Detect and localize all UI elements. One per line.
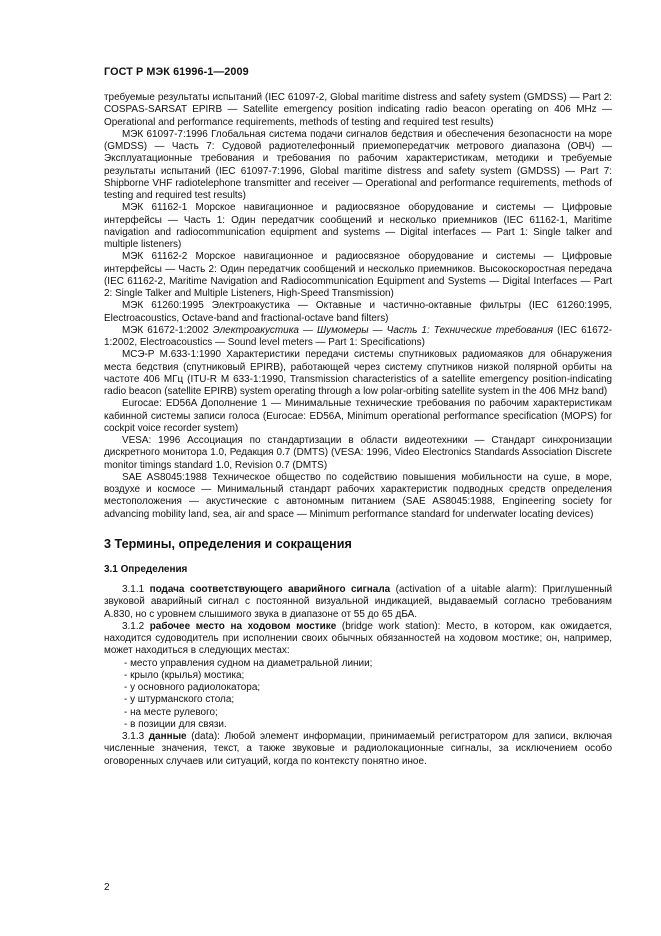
definition-paragraph (104, 731, 612, 768)
reference-paragraph: Eurocae: ED56A Дополнение 1 — Минимальные технические требования по рабочим характеристикам кабинной системы записи голоса (Eurocae: ED56A, Minimum operational performance specification (MOPS) for cockpit voice recorder system) (104, 398, 612, 434)
page-header: ГОСТ Р МЭК 61996-1—2009 (104, 66, 249, 78)
definition-term: подача соответствующего аварийного сигнала (149, 584, 391, 595)
subsection-title: 3.1 Определения (104, 563, 188, 575)
definition-number: 3.1.3 (122, 731, 149, 742)
reference-title-italic: Электроакустика — Шумомеры — Часть 1: Технические требования (212, 324, 554, 336)
definition-term: рабочее место на ходовом мостике (149, 620, 337, 632)
definition-number: 3.1.1 (122, 584, 150, 595)
reference-paragraph: МЭК 61260:1995 Электроакустика — Октавные и частично-октавные фильтры (IEC 61260:1995, Electroacoustics, Octave-band and fractional-octave band filters) (104, 300, 612, 324)
reference-paragraph: МЭК 61162-2 Морское навигационное и радиосвязное оборудование и системы — Цифровые интерфейсы — Часть 2: Один передатчик сообщений и несколько приемников. Высокоскоростная передача (IEC 61162-2, Maritime Navigation and Radiocommunication Equipment and Systems — Digital Interfaces — Part 2: Single Talker and Multiple Listeners, High-Speed Transmission) (104, 251, 612, 299)
definition-text: (data): Любой элемент информации, принимаемый регистратором для записи, включая численные значения, текст, а также звуковые и радиолокационные сигналы, за исключением особо оговоренных случаев или ситуаций, когда по контексту понятно иное. (104, 731, 612, 767)
reference-paragraph: требуемые результаты испытаний (IEC 61097-2, Global maritime distress and safety system (GMDSS) — Part 2: COSPAS-SARSAT EPIRB — Satellite emergency position indicating radio beacon operating on 406 MHz — Operational and performance requirements, methods of testing and required test results) (104, 92, 612, 128)
definition-paragraph (104, 621, 612, 658)
reference-paragraph (104, 325, 612, 350)
definition-number: 3.1.2 (122, 620, 150, 632)
definition-text: (bridge work station): Место, в котором, как ожидается, находится судоводитель при исполнении своих обычных обязанностей на ходовом мостике; он, например, может находиться в следующих местах: (104, 620, 612, 657)
list-item: - крыло (крылья) мостика; (124, 669, 245, 681)
reference-paragraph: SAE AS8045:1988 Техническое общество по содействию повышения мобильности на суше, в море, воздухе и космосе — Минимальный стандарт рабочих характеристик подводных средств определения местоположения — акустические с автономным питанием (SAE AS8045:1988, Engineering society for advancing mobility land, sea, air and space — Minimum performance standard for underwater locating devices) (104, 471, 612, 520)
reference-english: (IEC 61672-1:2002, Electroacoustics — Sound level meters — Part 1: Specifications) (104, 324, 613, 348)
definition-text: (activation of a uitable alarm): Приглушенный звуковой аварийный сигнал с постоянной визуальной индикацией, выдаваемый согласно требованиям А.830, но с уровнем слышимого звука в диапазоне от 55 до 65 дБА. (104, 584, 613, 620)
section-title: 3 Термины, определения и сокращения (104, 536, 352, 551)
list-item: - на месте рулевого; (124, 706, 218, 718)
list-item: - у основного радиолокатора; (124, 682, 261, 693)
definition-paragraph (104, 584, 612, 621)
list-item: - у штурманского стола; (124, 694, 235, 706)
reference-code: МЭК 61672-1:2002 (122, 324, 213, 336)
reference-paragraph: VESA: 1996 Ассоциация по стандартизации в области видеотехники — Стандарт синхронизации дискретного монитора 1.0, Редакция 0.7 (DMTS) (VESA: 1996, Video Electronics Standards Association Discrete monitor timings standard 1.0, Revision 0.7 (DMTS) (104, 435, 612, 471)
list-item: - в позиции для связи. (124, 718, 227, 730)
list-item: - место управления судном на диаметральной линии; (124, 657, 373, 669)
reference-paragraph: МЭК 61097-7:1996 Глобальная система подачи сигналов бедствия и обеспечения безопасности на море (GMDSS) — Часть 7: Судовой радиотелефонный приемопередатчик метрового диапазона (ОВЧ) — Эксплуатационные требования и требования по рабочим характеристикам, методики и требуемые результаты испытаний (IEC 61097-7:1996, Global maritime distress and safety system (GMDSS) — Part 7: Shipborne VHF radiotelephone transmitter and receiver — Operational and performance requirements, methods of testing and required test results) (104, 128, 612, 201)
document-body (104, 92, 612, 768)
reference-paragraph: МСЭ-Р M.633-1:1990 Характеристики передачи системы спутниковых радиомаяков для обнаружения места бедствия (спутниковый EPIRB), работающей через систему спутников низкой полярной орбиты на частоте 406 МГц (ITU-R M 633-1:1990, Transmission characteristics of a satellite emergency position-indicating radio beacon (satellite EPIRB) system operating through a low polar-orbiting satellite system in the 406 MHz band) (104, 349, 612, 397)
page-number: 2 (104, 882, 110, 893)
definition-term: данные (148, 731, 187, 742)
reference-paragraph: МЭК 61162-1 Морское навигационное и радиосвязное оборудование и системы — Цифровые интерфейсы — Часть 1: Один передатчик сообщений и несколько приемников (IEC 61162-1, Maritime navigation and radiocommunication equipment and systems — Digital interfaces — Part 1: Single talker and multiple listeners) (104, 202, 612, 250)
